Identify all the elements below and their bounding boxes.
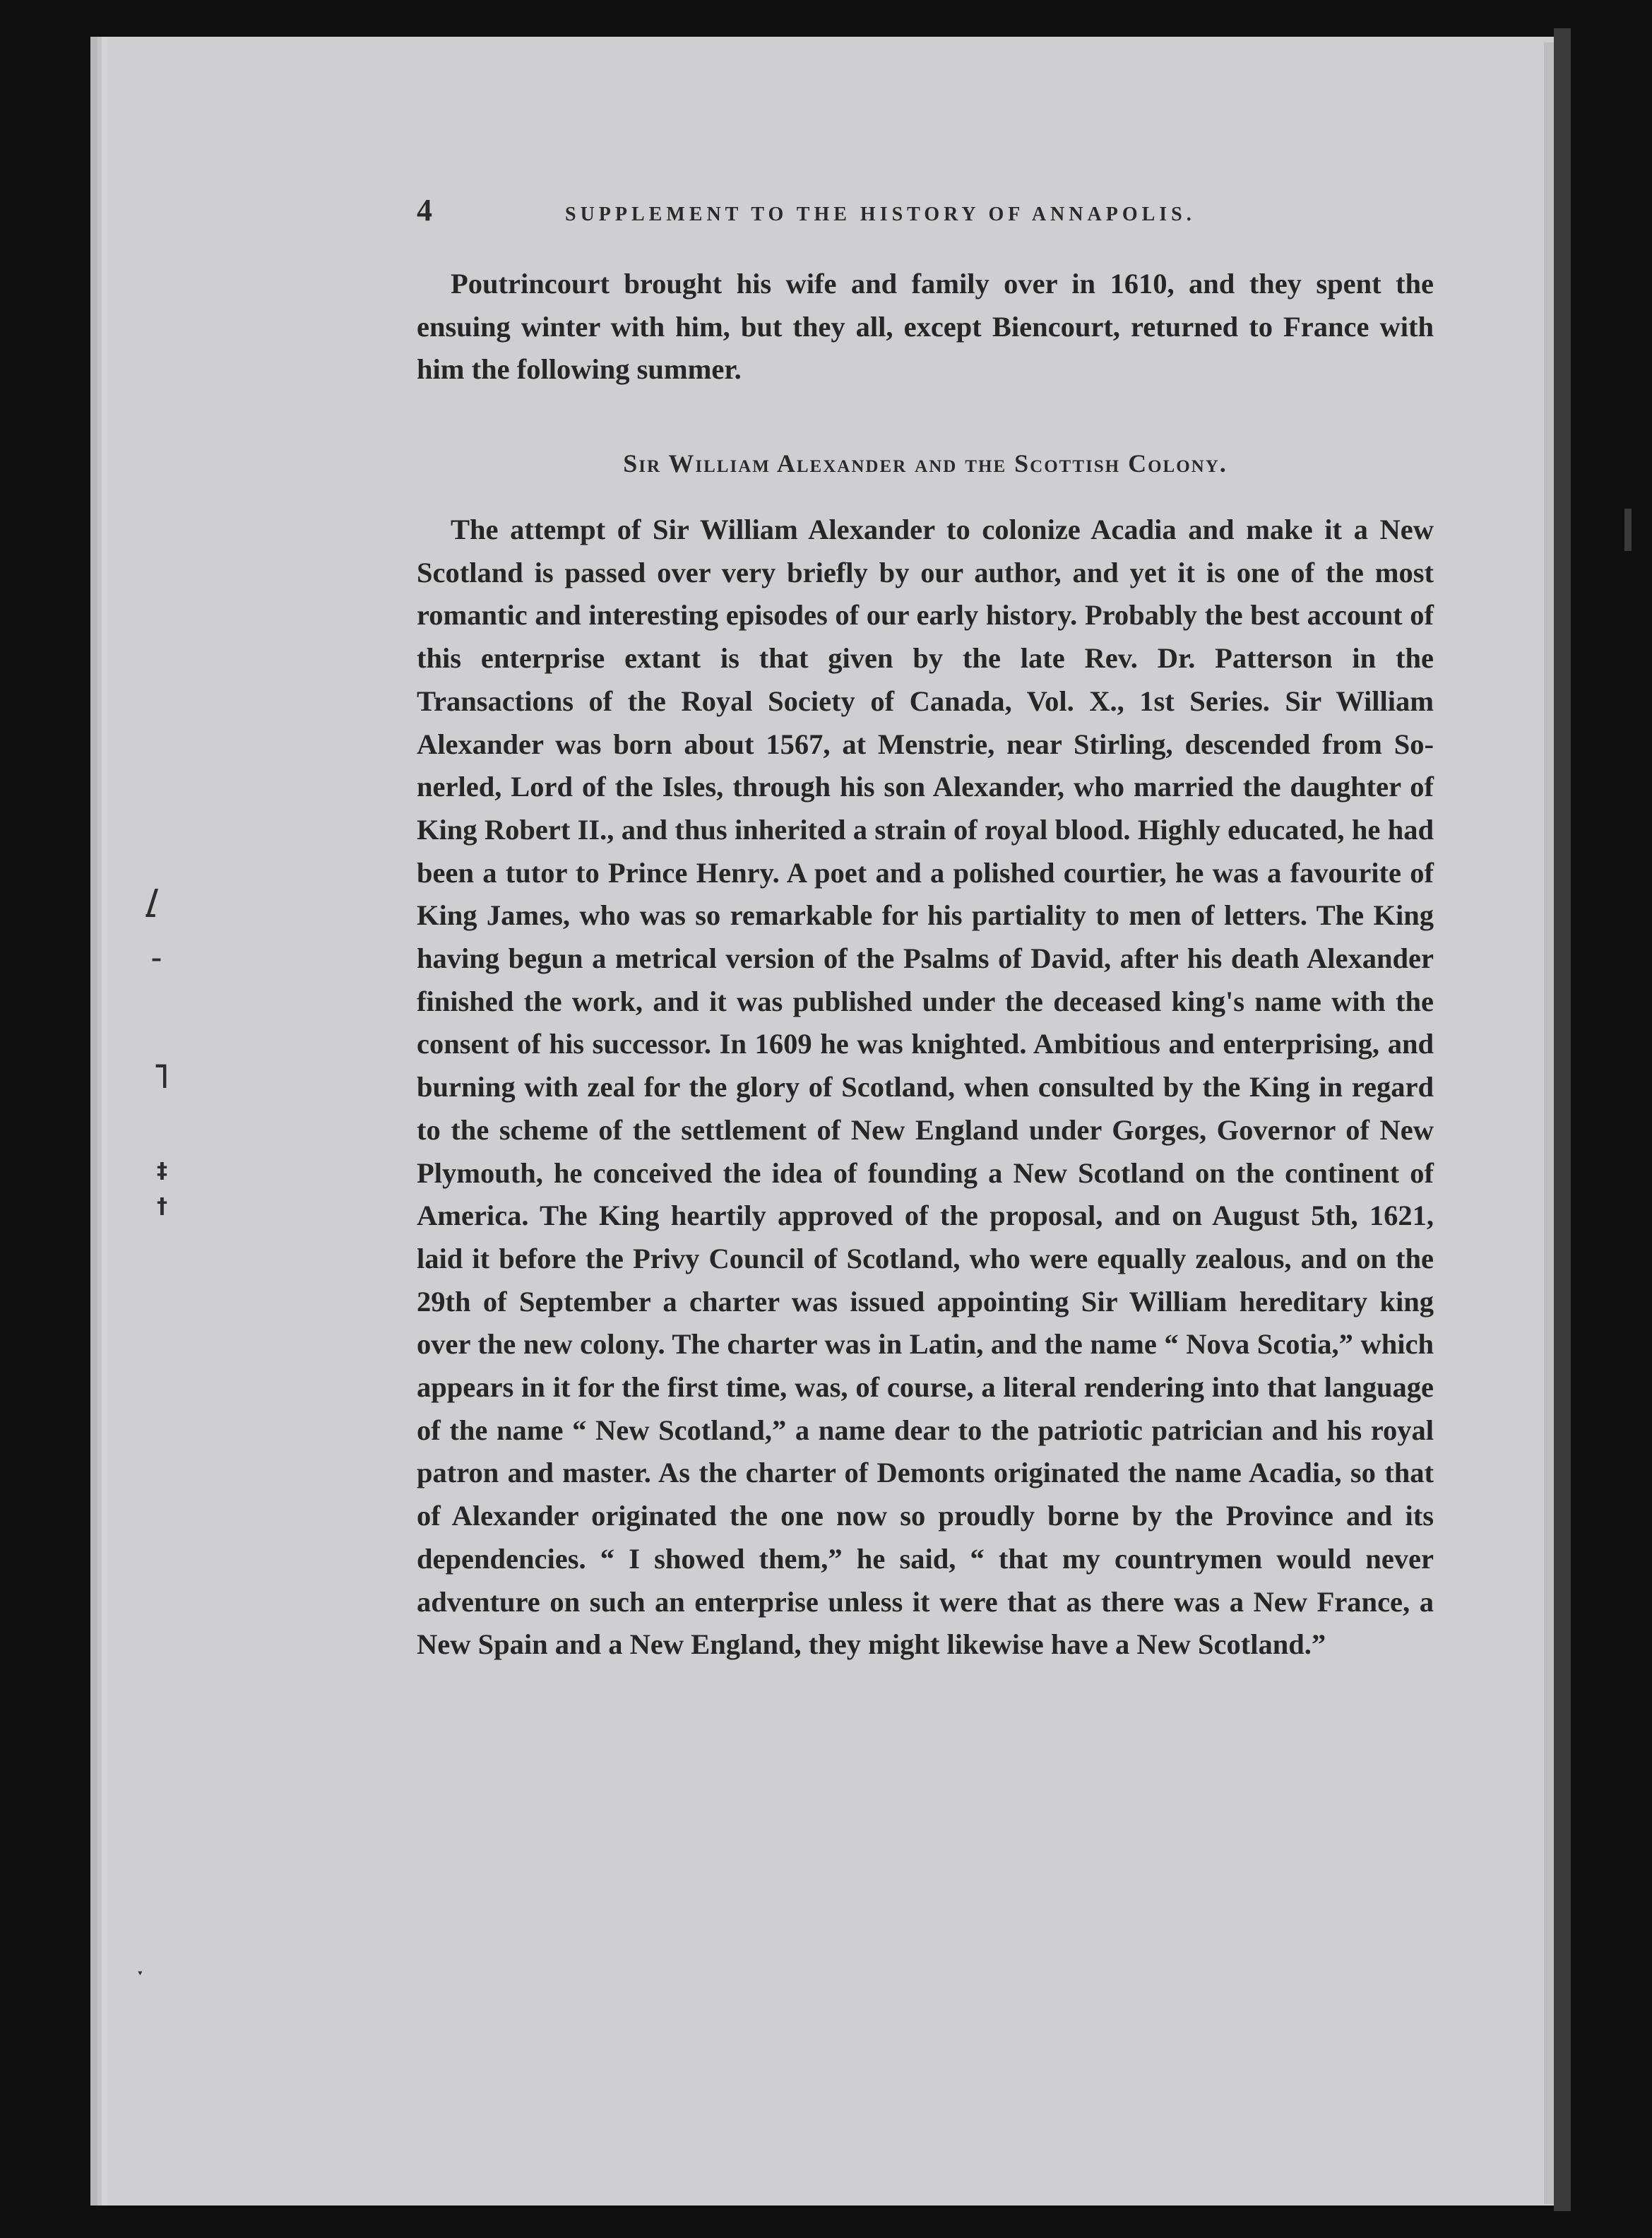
margin-pencil-mark: † — [157, 1194, 167, 1219]
page-edge-shadow — [1554, 28, 1571, 2211]
paragraph-alexander — [417, 509, 1434, 1666]
margin-pencil-mark: ‡ — [157, 1159, 167, 1183]
paragraph-poutrincourt — [417, 263, 1434, 391]
paragraph-text: The attempt of Sir William Alexander to colonize Acadia and make it a New Scotland is passed over very briefly by our author, and yet it is one of the most romantic and interesting episodes of our early history. Probably the best account of this enterprise extant is that given by the late Rev. Dr. Patterson in the Transactions of the Royal Society of Canada, Vol. X., 1st Series. Sir William Alexander was born about 1567, at Menstrie, near Stirling, descended from So-nerled, Lord of the Isles, through his son Alexander, who married the daughter of King Robert II., and thus inherited a strain of royal blood. Highly educated, he had been a tutor to Prince Henry. A poet and a polished courtier, he was a favourite of King James, who was so remarkable for his partiality to men of letters. The King having begun a metrical version of the Psalms of David, after his death Alexander finished the work, and it was published under the deceased king's name with the consent of his successor. In 1609 he was knighted. Ambitious and enterprising, and burning with zeal for the glory of Scotland, when consulted by the King in regard to the scheme of the settlement of New England under Gorges, Governor of New Plymouth, he conceived the idea of founding a New Scotland on the continent of America. The King heartily approved of the proposal, and on August 5th, 1621, laid it before the Privy Council of Scotland, who were equally zealous, and on the 29th of September a charter was issued appointing Sir William hereditary king over the new colony. The charter was in Latin, and the name “ Nova Scotia,” which appears in it for the first time, was, of course, a literal rendering into that language of the name “ New Scotland,” a name dear to the patriotic patrician and his royal patron and master. As the charter of Demonts originated the name Acadia, so that of Alexander originated the one now so proudly borne by the Province and its dependencies. “ I showed them,” he said, “ that my countrymen would never adventure on such an enterprise unless it were that as there was a New France, a New Spain and a New England, they might likewise have a New Scotland.” — [417, 514, 1434, 1661]
margin-pencil-mark: ˥ — [153, 1057, 170, 1096]
margin-pencil-mark: /̱ — [147, 883, 159, 919]
margin-pencil-mark: ˑ — [137, 1964, 145, 1989]
margin-pencil-mark: – — [151, 947, 162, 971]
edge-scan-mark — [1624, 509, 1632, 551]
paragraph-text: Poutrincourt brought his wife and family over in 1610, and they spent the ensuing winter with him, but they all, except Biencourt, returned to France with him the following summer. — [417, 268, 1434, 386]
section-heading: Sir William Alexander and the Scottish Colony. — [623, 449, 1228, 478]
page-number: 4 — [417, 193, 432, 227]
running-title: SUPPLEMENT TO THE HISTORY OF ANNAPOLIS. — [565, 203, 1196, 225]
page-header — [417, 189, 1434, 232]
page-edge-inner — [1544, 42, 1554, 2204]
